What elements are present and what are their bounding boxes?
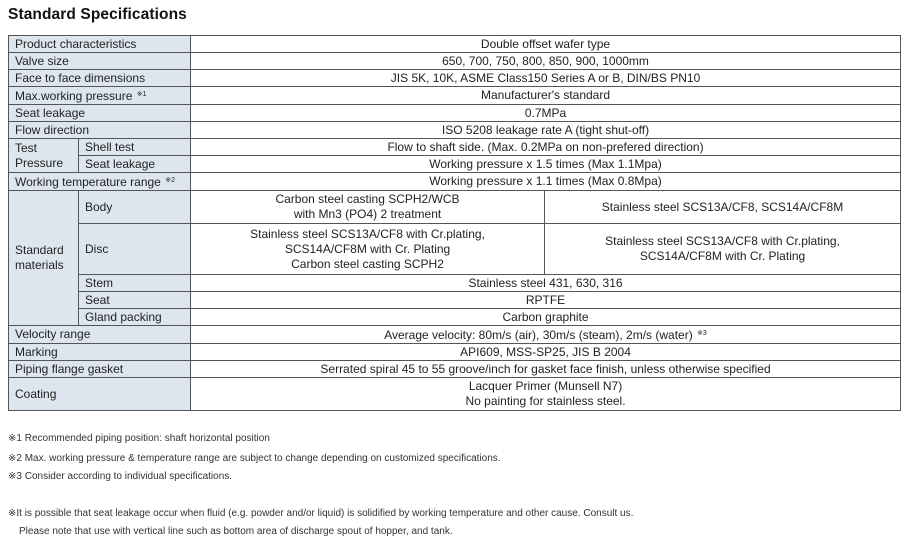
row-label: Seat leakage: [79, 156, 191, 173]
row-label: Stem: [79, 275, 191, 292]
row-label: [9, 173, 191, 191]
test-pressure-label: [9, 139, 79, 173]
row-label: Product characteristics: [9, 36, 191, 53]
row-value: RPTFE: [191, 292, 901, 309]
value-line: No painting for stainless steel.: [465, 394, 626, 408]
row-value: [191, 326, 901, 344]
row-disc: [9, 224, 901, 275]
row-value: JIS 5K, 10K, ASME Class150 Series A or B, DIN/BS PN10: [191, 70, 901, 87]
row-seat-leakage: [9, 105, 901, 122]
row-value: [191, 378, 901, 411]
row-label: Velocity range: [9, 326, 191, 344]
row-value: Working pressure x 1.1 times (Max 0.8Mpa): [191, 173, 901, 191]
row-body: [9, 191, 901, 224]
footnote-3: ※3 Consider according to individual specifications.: [8, 471, 233, 482]
label-line: Pressure: [15, 155, 64, 170]
row-label: Piping flange gasket: [9, 361, 191, 378]
value-line: Lacquer Primer (Munsell N7): [468, 379, 623, 393]
value-line: Carbon steel casting SCPH2/WCB: [275, 192, 460, 206]
row-flow-direction: [9, 122, 901, 139]
row-value: 0.7MPa: [191, 105, 901, 122]
value-line: SCS14A/CF8M with Cr. Plating: [284, 241, 451, 256]
label-text: Max.working pressure: [15, 89, 133, 103]
row-value: ISO 5208 leakage rate A (tight shut-off): [191, 122, 901, 139]
row-value: 650, 700, 750, 800, 850, 900, 1000mm: [191, 53, 901, 70]
caution-note: ※It is possible that seat leakage occur when fluid (e.g. powder and/or liquid) is solidified by working temperature and other cause. Consult us.: [8, 508, 634, 519]
row-gland-packing: [9, 309, 901, 326]
disc-carbon-value: [191, 224, 545, 275]
row-label: Seat: [79, 292, 191, 309]
row-label: Gland packing: [79, 309, 191, 326]
row-label: Valve size: [9, 53, 191, 70]
row-label: Disc: [79, 224, 191, 275]
row-coating: [9, 378, 901, 411]
row-working-temperature: [9, 173, 901, 191]
footnote-mark: ※3: [697, 330, 707, 337]
row-valve-size: [9, 53, 901, 70]
row-shell-test: [9, 139, 901, 156]
row-value: Stainless steel 431, 630, 316: [191, 275, 901, 292]
value-line: with Mn3 (PO4) 2 treatment: [293, 207, 442, 221]
body-carbon-value: [191, 191, 545, 224]
row-face-to-face: [9, 70, 901, 87]
row-value: Flow to shaft side. (Max. 0.2MPa on non-prefered direction): [191, 139, 901, 156]
standard-materials-label: [9, 191, 79, 326]
row-value: Double offset wafer type: [191, 36, 901, 53]
caution-note-line-2: Please note that use with vertical line such as bottom area of discharge spout of hopper, and tank.: [19, 526, 453, 537]
row-label: Seat leakage: [9, 105, 191, 122]
footnote-mark: ※2: [165, 177, 175, 184]
value-line: Stainless steel SCS13A/CF8 with Cr.plating,: [250, 226, 485, 241]
row-label: Shell test: [79, 139, 191, 156]
label-line: materials: [15, 258, 64, 272]
row-value: Carbon graphite: [191, 309, 901, 326]
value-line: Carbon steel casting SCPH2: [291, 256, 444, 271]
row-product: [9, 36, 901, 53]
footnote-1: ※1 Recommended piping position: shaft horizontal position: [8, 433, 270, 444]
row-value: Manufacturer's standard: [191, 87, 901, 105]
row-test-seat-leakage: [9, 156, 901, 173]
body-stainless-value: Stainless steel SCS13A/CF8, SCS14A/CF8M: [545, 191, 901, 224]
value-line: SCS14A/CF8M with Cr. Plating: [639, 249, 806, 263]
row-value: API609, MSS-SP25, JIS B 2004: [191, 344, 901, 361]
row-max-pressure: [9, 87, 901, 105]
disc-stainless-value: [545, 224, 901, 275]
row-value: Working pressure x 1.5 times (Max 1.1Mpa): [191, 156, 901, 173]
row-label: Marking: [9, 344, 191, 361]
label-line: Standard: [15, 243, 64, 257]
row-marking: [9, 344, 901, 361]
row-label: Face to face dimensions: [9, 70, 191, 87]
row-label: Body: [79, 191, 191, 224]
row-label: [9, 87, 191, 105]
row-label: Coating: [9, 378, 191, 411]
row-label: Flow direction: [9, 122, 191, 139]
footnote-2: ※2 Max. working pressure & temperature range are subject to change depending on customized specifications.: [8, 453, 501, 464]
row-value: Serrated spiral 45 to 55 groove/inch for gasket face finish, unless otherwise specified: [191, 361, 901, 378]
footnote-mark: ※1: [136, 91, 147, 98]
value-text: Average velocity: 80m/s (air), 30m/s (steam), 2m/s (water): [384, 328, 693, 342]
page-title: Standard Specifications: [8, 6, 187, 23]
row-seat: [9, 292, 901, 309]
spec-table: [8, 35, 901, 411]
row-flange-gasket: [9, 361, 901, 378]
row-stem: [9, 275, 901, 292]
label-text: Working temperature range: [15, 175, 161, 189]
label-line: Test: [15, 140, 38, 155]
value-line: Stainless steel SCS13A/CF8 with Cr.plating,: [605, 234, 840, 248]
row-velocity-range: [9, 326, 901, 344]
